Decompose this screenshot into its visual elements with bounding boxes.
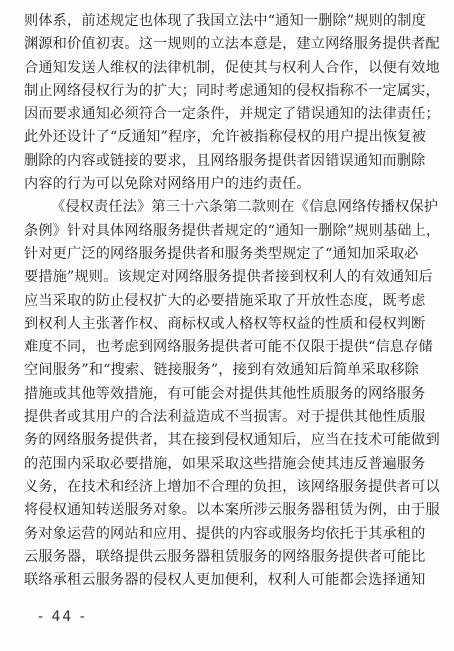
text-line: 到权利人主张著作权、商标权或人格权等权益的性质和侵权判断 bbox=[24, 315, 426, 332]
paragraph-1 bbox=[24, 10, 438, 196]
text-line: 措施或其他等效措施，有可能会对提供其他性质服务的网络服务 bbox=[24, 385, 426, 402]
text-line: 空间服务”和“搜索、链接服务”，接到有效通知后简单采取移除 bbox=[24, 362, 419, 379]
text-line: 义务，在技术和经济上增加不合理的负担，该网络服务提供者可以 bbox=[24, 478, 440, 495]
text-line: 务对象运营的网站和应用、提供的内容或服务均依托于其承租的 bbox=[24, 525, 426, 542]
text-line: 《侵权责任法》第三十六条第二款则在《信息网络传播权保护 bbox=[51, 199, 439, 216]
text-line: 针对更广泛的网络服务提供者和服务类型规定了“通知加采取必 bbox=[24, 245, 419, 262]
text-line: 渊源和价值初衷。这一规则的立法本意是，建立网络服务提供者配 bbox=[24, 36, 440, 53]
page-number: - 44 - bbox=[38, 609, 87, 625]
text-line: 制止网络侵权行为的扩大；同时考虑通知的侵权指称不一定属实， bbox=[24, 82, 440, 99]
text-line: 云服务器，联络提供云服务器租赁服务的网络服务提供者可能比 bbox=[24, 548, 426, 565]
paragraph-2 bbox=[24, 196, 441, 592]
text-line: 应当采取的防止侵权扩大的必要措施采取了开放性态度，既考虑 bbox=[24, 292, 426, 309]
text-line: 合通知发送人维权的法律机制，促使其与权利人合作，以便有效地 bbox=[24, 59, 440, 76]
text-line: 提供者或其用户的合法利益造成不当损害。对于提供其他性质服 bbox=[24, 409, 426, 426]
text-line: 难度不同，也考虑到网络服务提供者可能不仅限于提供“信息存储 bbox=[24, 339, 433, 356]
text-line: 因而要求通知必须符合一定条件，并规定了错误通知的法律责任； bbox=[24, 106, 440, 123]
text-line: 将侵权通知转送服务对象。以本案所涉云服务器租赁为例，由于服 bbox=[24, 502, 440, 519]
body-text bbox=[24, 10, 441, 592]
text-line: 此外还设计了“反通知”程序，允许被指称侵权的用户提出恢复被 bbox=[24, 129, 426, 146]
text-line: 则体系，前述规定也体现了我国立法中“通知一删除”规则的制度 bbox=[24, 13, 426, 29]
text-line: 要措施”规则。该规定对网络服务提供者接到权利人的有效通知后 bbox=[24, 269, 433, 286]
text-line: 内容的行为可以免除对网络用户的违约责任。 bbox=[24, 176, 311, 193]
text-line: 的范围内采取必要措施，如果采取这些措施会使其违反普遍服务 bbox=[24, 455, 426, 472]
text-line: 条例》针对具体网络服务提供者规定的“通知一删除”规则基础上， bbox=[24, 222, 441, 239]
text-line: 删除的内容或链接的要求，且网络服务提供者因错误通知而删除 bbox=[24, 152, 426, 169]
text-line: 联络承租云服务器的侵权人更加便利，权利人可能都会选择通知 bbox=[24, 572, 426, 589]
text-line: 务的网络服务提供者，其在接到侵权通知后，应当在技术可能做到 bbox=[24, 432, 440, 449]
